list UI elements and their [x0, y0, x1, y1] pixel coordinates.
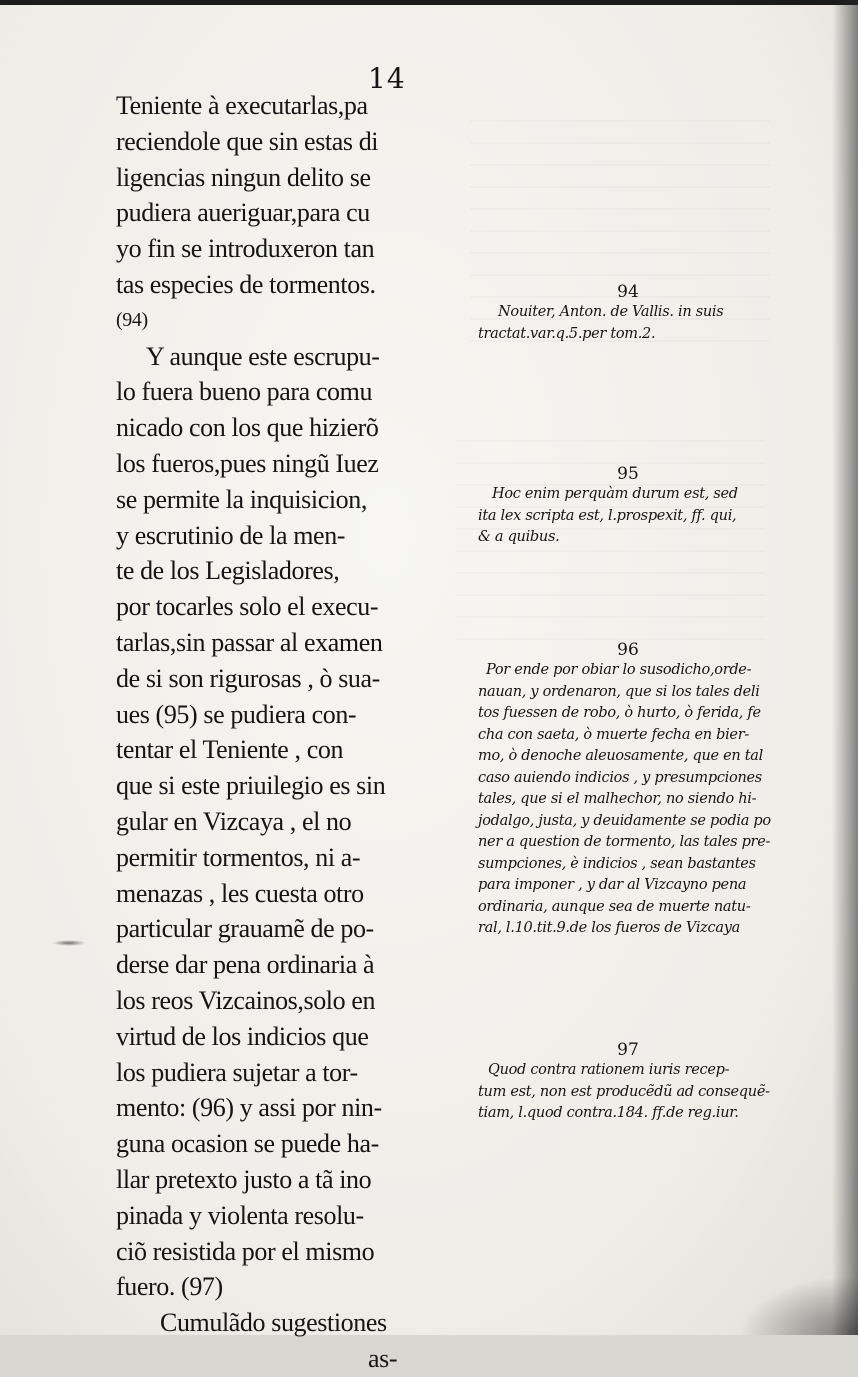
note-line: ral, l.10.tit.9.de los fueros de Vizcaya — [478, 920, 740, 936]
text-line: por tocarles solo el execu- — [116, 592, 379, 622]
text-line: virtud de los indicios que — [116, 1021, 369, 1051]
text-line: pinada y violenta resolu- — [116, 1200, 364, 1230]
note-line: tos fuessen de robo, ò hurto, ò ferida, fe — [478, 705, 761, 721]
note-line: & a quibus. — [478, 529, 560, 545]
note-number: 96 — [617, 640, 639, 660]
marginal-note-95 — [478, 464, 778, 549]
ink-smudge — [52, 940, 86, 946]
text-line: tentar el Teniente , con — [116, 735, 344, 765]
note-number: 94 — [617, 282, 639, 302]
binding-shadow — [832, 0, 858, 1335]
text-line: ues (95) se pudiera con- — [116, 699, 357, 729]
note-number: 95 — [617, 464, 639, 484]
note-line: para imponer , y dar al Vizcayno pena — [478, 877, 747, 893]
note-line: ner a question de tormento, las tales pre- — [478, 834, 771, 850]
note-line: mo, ò denoche aleuosamente, que en tal — [478, 748, 763, 764]
corner-shadow — [738, 1275, 858, 1335]
note-line: Quod contra rationem iuris recep- — [488, 1062, 730, 1078]
text-line: se permite la inquisicion, — [116, 484, 367, 514]
note-line: Por ende por obiar lo susodicho,orde- — [486, 662, 752, 678]
page-number: 14 — [368, 62, 406, 95]
text-line: los reos Vizcainos,solo en — [116, 985, 376, 1015]
text-line: Teniente à executarlas,pa — [116, 91, 368, 120]
main-text-column — [116, 88, 408, 1377]
text-line: y escrutinio de la men- — [116, 520, 346, 550]
marginal-note-94 — [478, 282, 778, 345]
note-line: cha con saeta, ò muerte fecha en bier- — [478, 726, 749, 743]
text-line: de si son rigurosas , ò sua- — [116, 663, 380, 693]
text-line: mento: (96) y assi por nin- — [116, 1093, 382, 1123]
text-line: tarlas,sin passar al examen — [116, 627, 383, 657]
footnote-reference: (94) — [116, 308, 148, 331]
text-line: menazas , les cuesta otro — [116, 878, 364, 908]
note-line: jodalgo, justa, y deuidamente se podia po — [478, 812, 771, 829]
note-line: ordinaria, aunque sea de muerte natu- — [478, 898, 751, 915]
text-line: ciõ resistida por el mismo — [116, 1236, 375, 1266]
text-line: reciendole que sin estas di — [116, 126, 379, 156]
note-line: tales, que si el malhechor, no siendo hi- — [478, 791, 757, 807]
text-line: derse dar pena ordinaria à — [116, 950, 375, 980]
text-line: fuero. (97) — [116, 1272, 223, 1302]
text-line: que si este priuilegio es sin — [116, 771, 386, 801]
text-line: nicado con los que hizierõ — [116, 413, 379, 443]
note-line: sumpciones, è indicios , sean bastantes — [478, 855, 756, 872]
text-line: los pudiera sujetar a tor- — [116, 1057, 358, 1087]
text-line: Cumulãdo sugestiones — [160, 1308, 387, 1338]
note-line: caso auiendo indicios , y presumpciones — [478, 769, 762, 786]
text-line: gular en Vizcaya , el no — [116, 806, 352, 836]
note-line: Nouiter, Anton. de Vallis. in suis — [498, 304, 724, 320]
text-line: pudiera aueriguar,para cu — [116, 198, 370, 228]
marginal-note-97 — [478, 1040, 778, 1125]
note-line: tiam, l.quod contra.184. ff.de reg.iur. — [478, 1105, 739, 1121]
text-line: lo fuera bueno para comu — [116, 377, 373, 407]
catchword: as- — [368, 1343, 398, 1373]
text-line: particular grauamẽ de po- — [116, 914, 374, 944]
text-line: tas especies de tormentos. — [116, 269, 376, 299]
text-line: te de los Legisladores, — [116, 556, 340, 586]
text-line: yo fin se introduxeron tan — [116, 234, 375, 264]
text-line: Y aunque este escrupu- — [146, 341, 380, 371]
text-line: llar pretexto justo a tã ino — [116, 1164, 372, 1194]
note-line: Hoc enim perquàm durum est, sed — [492, 486, 738, 502]
top-edge — [0, 0, 858, 5]
note-line: nauan, y ordenaron, que si los tales deli — [478, 683, 760, 700]
note-number: 97 — [617, 1040, 639, 1060]
text-line: guna ocasion se puede ha- — [116, 1129, 379, 1159]
note-line: tum est, non est producẽdũ ad consequẽ- — [478, 1083, 770, 1100]
text-line: ligencias ningun delito se — [116, 162, 371, 192]
marginal-note-96 — [478, 640, 778, 940]
note-line: ita lex scripta est, l.prospexit, ff. qui, — [478, 507, 737, 524]
text-line: los fueros,pues ningũ Iuez — [116, 448, 379, 478]
text-line: permitir tormentos, ni a- — [116, 842, 361, 872]
note-line: tractat.var.q.5.per tom.2. — [478, 325, 656, 342]
